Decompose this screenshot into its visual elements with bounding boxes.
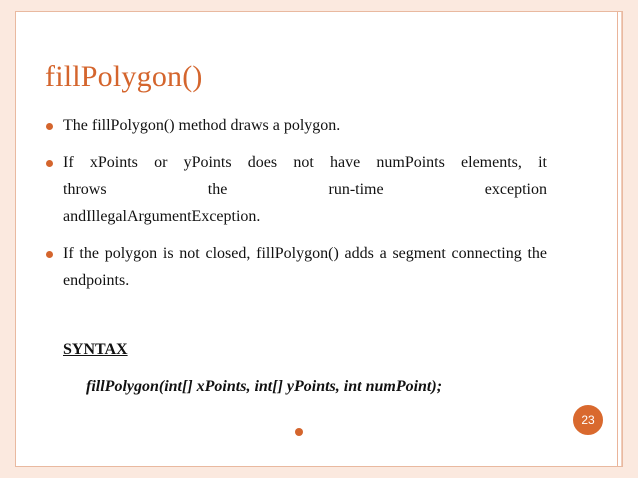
bullet-text-2-line-1: If xPoints or yPoints does not have numPoints elements, it: [63, 154, 547, 171]
slide-title: fillPolygon(): [45, 60, 203, 93]
page-number-badge: 23: [571, 403, 605, 437]
right-rule-line-outer: [621, 12, 622, 466]
bullet-dot-icon: [46, 160, 53, 167]
bullet-dot-icon: [46, 123, 53, 130]
bullet-text-1: The fillPolygon() method draws a polygon.: [63, 117, 341, 134]
bullet-item-1: [63, 112, 547, 139]
footer-dot-icon: [295, 428, 303, 436]
bullet-dot-icon: [46, 251, 53, 258]
right-rule-line: [617, 12, 618, 466]
bullet-text-3: If the polygon is not closed, fillPolygon() adds a segment connecting the endpoints.: [63, 245, 547, 289]
bullet-item-2: [63, 149, 547, 230]
bullet-item-3: [63, 240, 547, 294]
syntax-code: fillPolygon(int[] xPoints, int[] yPoints, int numPoint);: [86, 378, 443, 395]
syntax-heading: SYNTAX: [63, 341, 128, 358]
bullet-list: [63, 112, 547, 304]
bullet-text-2-line-2: throws the run-time exception: [63, 181, 547, 198]
bullet-text-2-line-3: andIllegalArgumentException.: [63, 208, 261, 225]
